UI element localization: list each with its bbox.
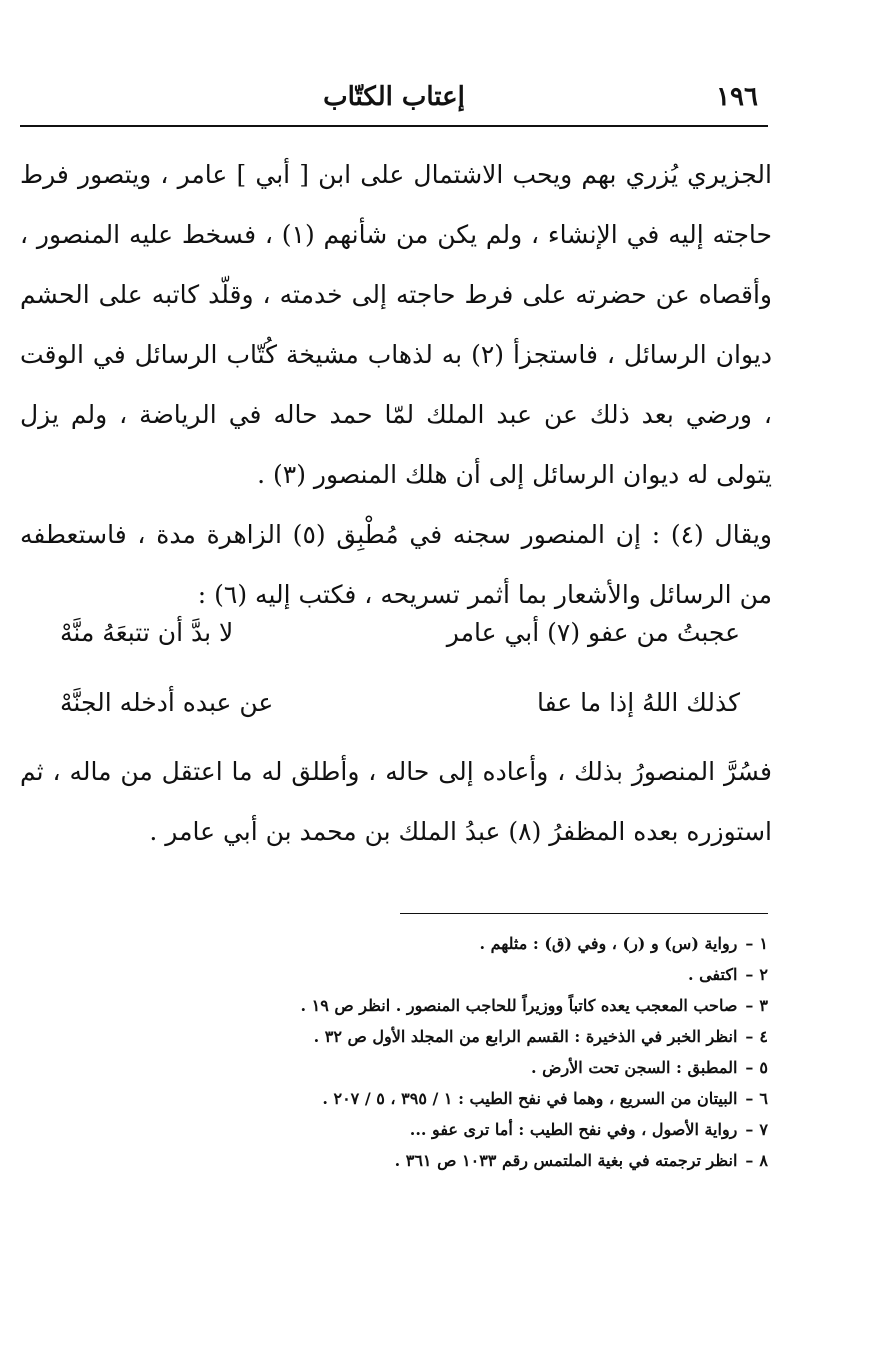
footnote-text: انظر ترجمته في بغية الملتمس رقم ١٠٣٣ ص ٣٦١ . [394,1151,738,1170]
footnote-number: ٦ [759,1089,768,1108]
footnotes [200,928,768,1176]
footnote: ٦–البيتان من السريع ، وهما في نفح الطيب : ١ / ٣٩٥ ، ٥ / ٢٠٧ . [200,1083,768,1114]
page-header [20,82,768,122]
footnote-text: البيتان من السريع ، وهما في نفح الطيب : ١ / ٣٩٥ ، ٥ / ٢٠٧ . [322,1089,738,1108]
footnote: ٤–انظر الخبر في الذخيرة : القسم الرابع من المجلد الأول ص ٣٢ . [200,1021,768,1052]
poem-verse [60,668,740,738]
verse-second-hemistich: لا بدَّ أن تتبعَهُ منَّهْ [60,618,234,647]
poem [60,598,740,738]
footnote-text: رواية الأصول ، وفي نفح الطيب : أما ترى عفو ... [409,1120,738,1139]
main-text [20,145,772,625]
verse-first-hemistich: عجبتُ من عفو (٧) أبي عامر [446,618,740,647]
footnote-text: المطبق : السجن تحت الأرض . [530,1058,738,1077]
footnote-text: رواية (س) و (ر) ، وفي (ق) : مثلهم . [479,934,738,953]
poem-verse [60,598,740,668]
footnote: ١–رواية (س) و (ر) ، وفي (ق) : مثلهم . [200,928,768,959]
header-rule [20,125,768,127]
paragraph: فسُرَّ المنصورُ بذلك ، وأعاده إلى حاله ، وأطلق له ما اعتقل من ماله ، ثم استوزره بعده المظفرُ (٨) عبدُ الملك بن محمد بن أبي عامر . [20,757,772,846]
footnote-number: ٧ [759,1120,768,1139]
footnote: ٧–رواية الأصول ، وفي نفح الطيب : أما ترى عفو ... [200,1114,768,1145]
paragraph: الجزيري يُزري بهم ويحب الاشتمال على ابن [ أبي ] عامر ، ويتصور فرط حاجته إليه في الإنشاء ، ولم يكن من شأنهم (١) ، فسخط عليه المنصور ، وأقصاه عن حضرته على فرط حاجته إلى خدمته ، وقلّد كاتبه على الحشم ديوان الرسائل ، فاستجزأ (٢) به لذهاب مشيخة كُتّاب الرسائل في الوقت ، ورضي بعد ذلك عن عبد الملك لمّا حمد حاله في الرياضة ، ولم يزل يتولى له ديوان الرسائل إلى أن هلك المنصور (٣) . [20,160,772,489]
footnote-number: ٨ [759,1151,768,1170]
footnote-number: ٢ [759,965,768,984]
footnote-text: صاحب المعجب يعده كاتباً ووزيراً للحاجب المنصور . انظر ص ١٩ . [300,996,738,1015]
footnote: ٨–انظر ترجمته في بغية الملتمس رقم ١٠٣٣ ص ٣٦١ . [200,1145,768,1176]
footnote-number: ٣ [759,996,768,1015]
footnote-number: ٥ [759,1058,768,1077]
page-number: ١٩٦ [716,82,758,112]
main-text-continued [20,742,772,862]
verse-first-hemistich: كذلك اللهُ إذا ما عفا [537,688,740,717]
running-title: إعتاب الكتّاب [323,82,465,112]
paragraph: ويقال (٤) : إن المنصور سجنه في مُطْبِق (٥) الزاهرة مدة ، فاستعطفه من الرسائل والأشعار بما أثمر تسريحه ، فكتب إليه (٦) : [20,520,772,609]
verse-second-hemistich: عن عبده أدخله الجنَّهْ [60,688,274,717]
footnote-text: انظر الخبر في الذخيرة : القسم الرابع من المجلد الأول ص ٣٢ . [313,1027,738,1046]
footnote-text: اكتفى . [687,965,738,984]
footnote: ٣–صاحب المعجب يعده كاتباً ووزيراً للحاجب المنصور . انظر ص ١٩ . [200,990,768,1021]
footnote-number: ١ [759,934,768,953]
footnote: ٢–اكتفى . [200,959,768,990]
footnote: ٥–المطبق : السجن تحت الأرض . [200,1052,768,1083]
footnote-number: ٤ [759,1027,768,1046]
footnote-rule [400,913,768,914]
